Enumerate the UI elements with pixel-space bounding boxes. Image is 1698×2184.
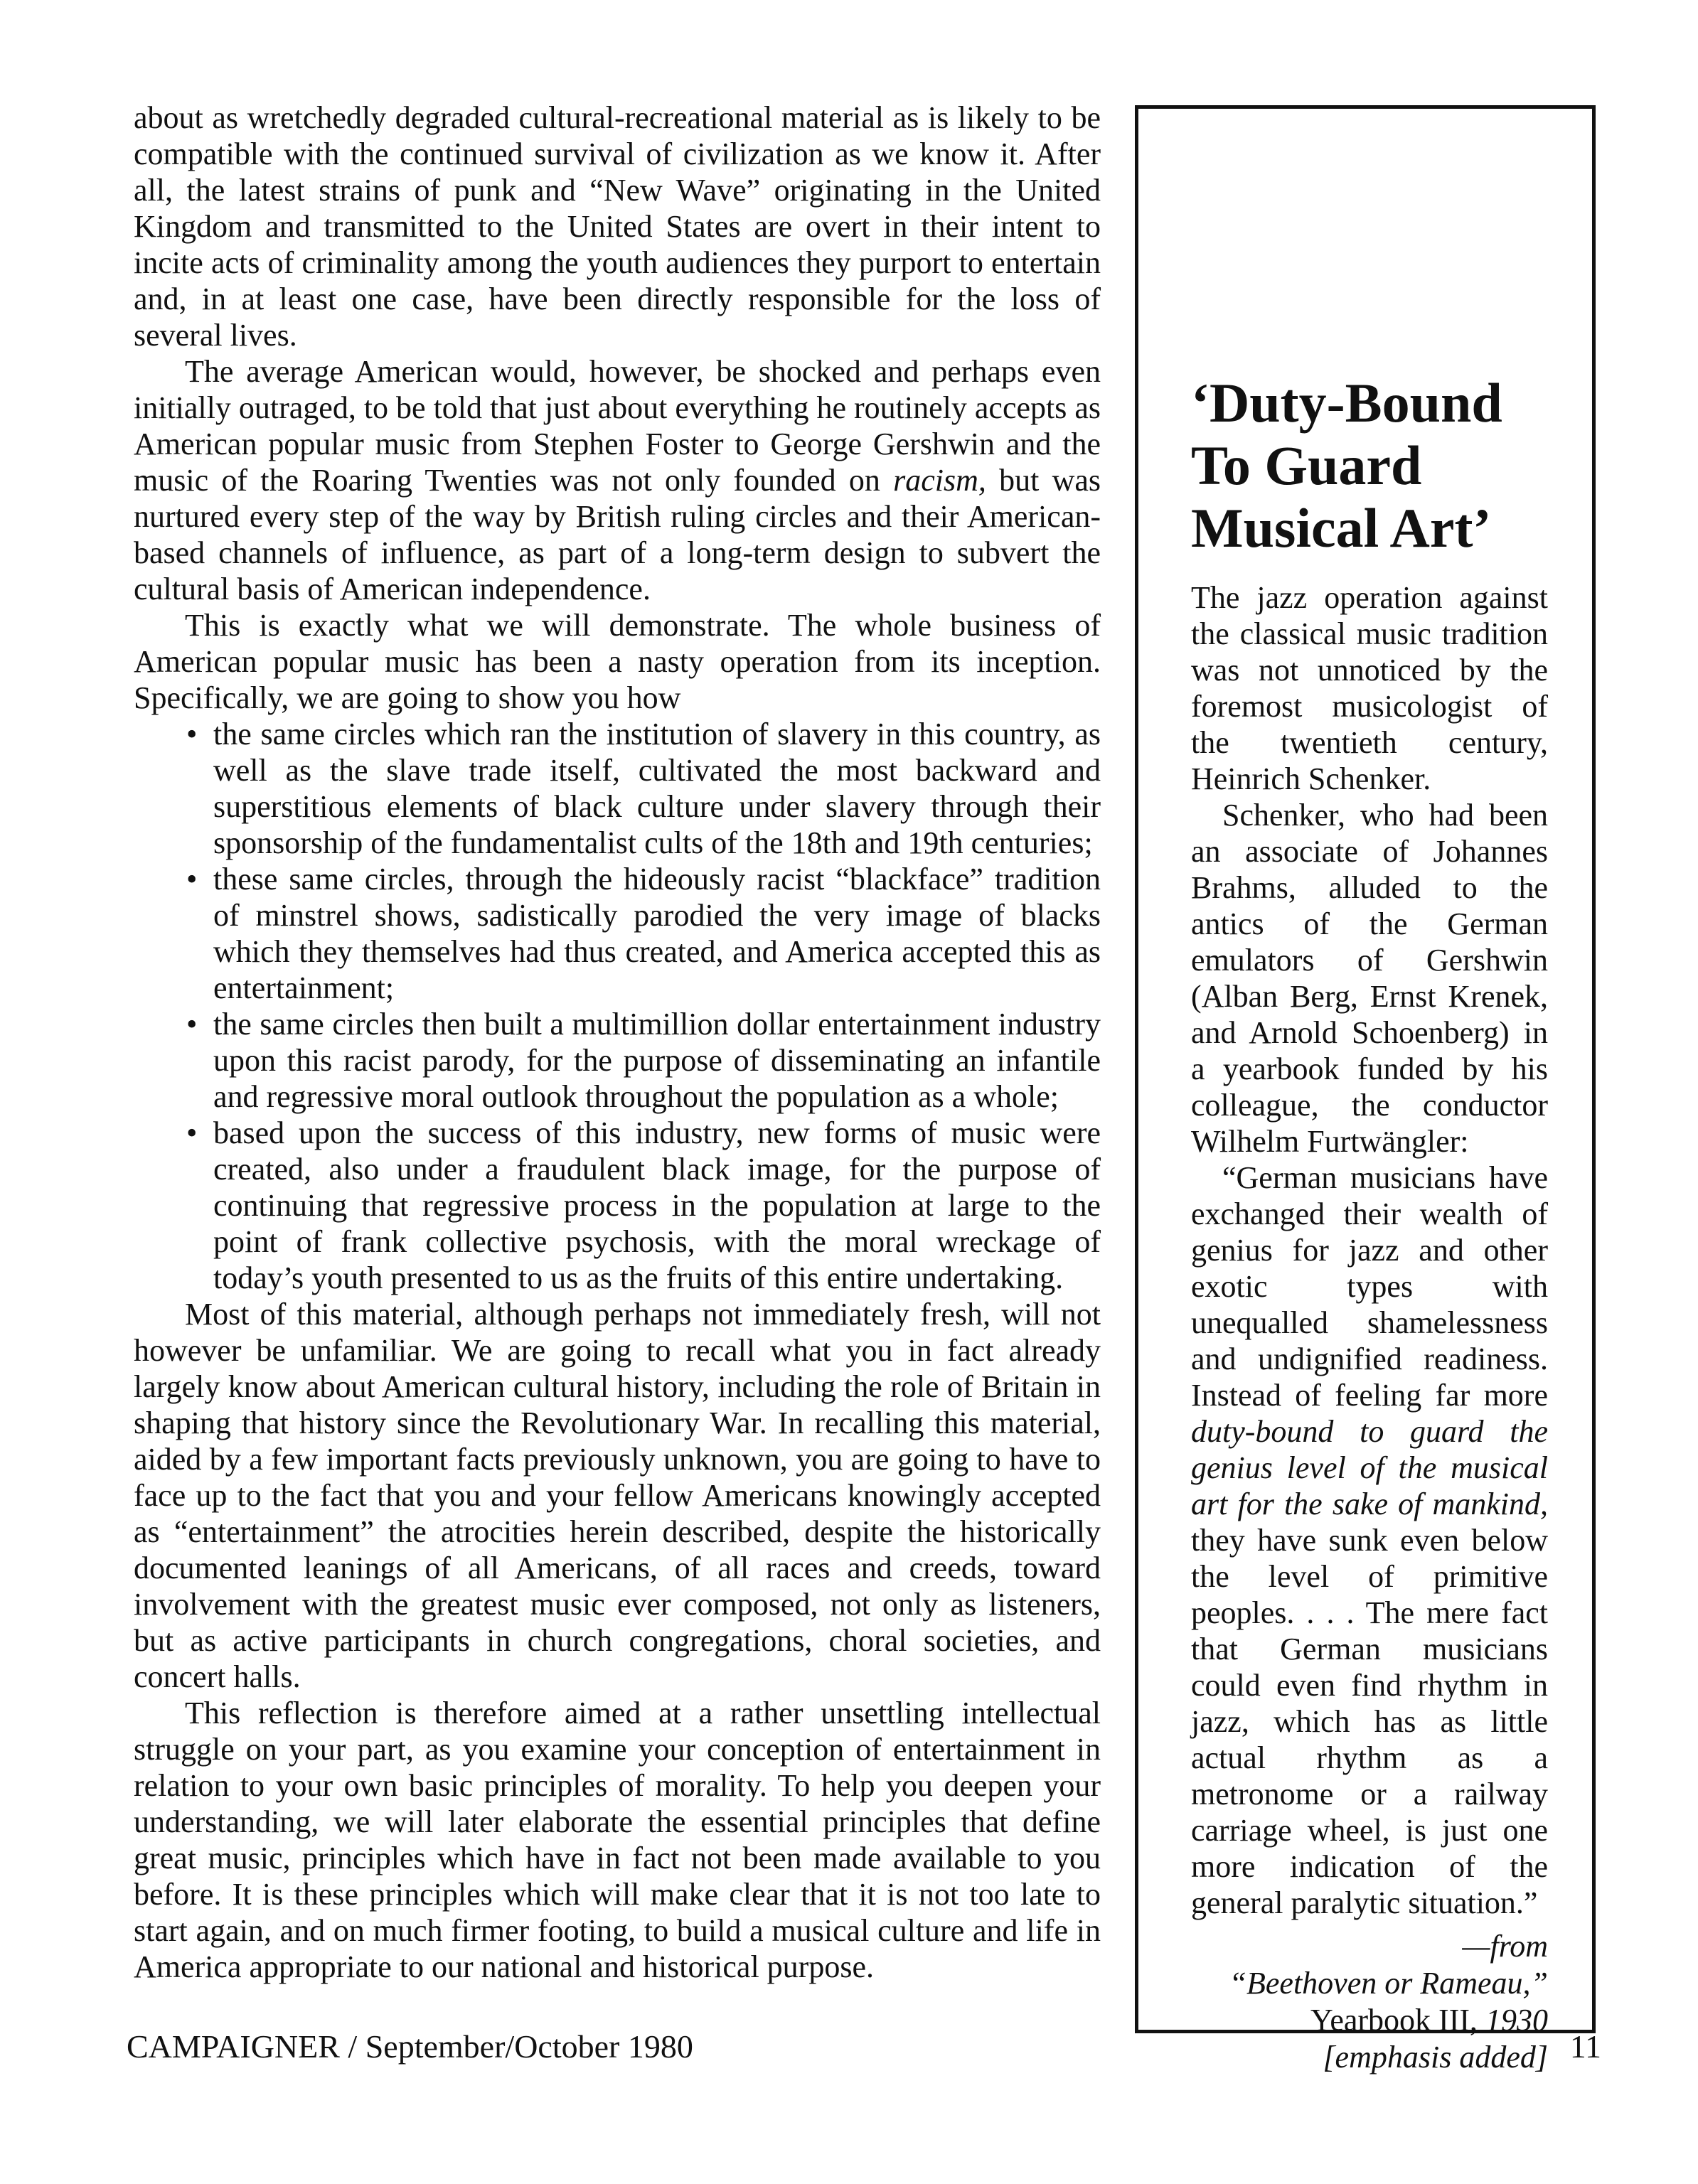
bullet-list xyxy=(134,716,1101,1296)
sidebar-quote xyxy=(1191,1160,1548,1921)
paragraph-4: Most of this material, although perhaps not immediately fresh, will not however be unfamiliar. We are going to recall what you in fact already largely know about American cultural history, including the role of Britain in shaping that history since the Revolutionary War. In recalling this material, aided by a few important facts previously unknown, you are going to have to face up to the fact that you and your fellow Americans knowingly accepted as “entertainment” the atrocities herein described, despite the historically documented leanings of all Americans, of all races and creeds, toward involvement with the greatest music ever composed, not only as listeners, but as active participants in church congregations, choral societies, and concert halls. xyxy=(134,1297,1101,1694)
attribution-emphasis-note: [emphasis added] xyxy=(1323,2040,1548,2075)
paragraph-1: about as wretchedly degraded cultural-recreational material as is likely to be compatible with the continued survival of civilization as we know it. After all, the latest strains of punk and “New Wave” originating in the United Kingdom and transmitted to the United States are overt in their intent to incite acts of criminality among the youth audiences they purport to entertain and, in at least one case, have been directly responsible for the loss of several lives. xyxy=(134,100,1101,353)
paragraph-2-text-b: but was nurtured every step of the way by British ruling circles and their American-based channels of influence, as part of a long-term design to subvert the cultural basis of American independence. xyxy=(134,463,1101,606)
article-body xyxy=(134,100,1101,1985)
sidebar-paragraph-2: Schenker, who had been an associate of Johannes Brahms, alluded to the antics of the German emulators of Gershwin (Alban Berg, Ernst Krenek, and Arnold Schoenberg) in a yearbook funded by his colleague, the conductor Wilhelm Furtwängler: xyxy=(1191,798,1548,1159)
quote-attribution xyxy=(1191,1928,1548,2076)
sidebar-title: ‘Duty-Bound To Guard Musical Art’ xyxy=(1191,372,1502,559)
sidebar-content xyxy=(1191,372,1548,2076)
quote-text-b: they have sunk even below the level of primitive peoples. . . . The mere fact that German musicians could even find rhythm in jazz, which has as little actual rhythm as a metronome or a railway carriage wheel, is just one more indication of the general paralytic situation.” xyxy=(1191,1523,1548,1920)
attribution-from: —from xyxy=(1462,1929,1548,1964)
attribution-year: 1930 xyxy=(1485,2003,1548,2038)
paragraph-2 xyxy=(134,353,1101,607)
page-number: 11 xyxy=(1569,2028,1601,2065)
bullet-item: • the same circles which ran the institution of slavery in this country, as well as the slave trade itself, cultivated the most backward and superstitious elements of black culture under slavery through their sponsorship of the fundamentalist cults of the 18th and 19th centuries; xyxy=(134,716,1101,861)
paragraph-2-text-a: The average American would, however, be shocked and perhaps even initially outraged, to be told that just about everything he routinely accepts as American popular music from Stephen Foster to George Gershwin and the music of the Roaring Twenties was not only founded on xyxy=(134,354,1101,498)
racism-emphasis: racism, xyxy=(893,463,986,498)
quote-emphasis: duty-bound to guard the genius level of the musical art for the sake of mankind, xyxy=(1191,1414,1548,1521)
attribution-yearbook: Yearbook III, xyxy=(1310,2003,1485,2038)
paragraph-3: This is exactly what we will demonstrate. The whole business of American popular music has been a nasty operation from its inception. Specifically, we are going to show you how xyxy=(134,608,1101,715)
paragraph-5: This reflection is therefore aimed at a rather unsettling intellectual struggle on your part, as you examine your conception of entertainment in relation to your own basic principles of morality. To help you deepen your understanding, we will later elaborate the essential principles that define great music, principles which have in fact not been made available to you before. It is these principles which will make clear that it is not too late to start again, and on much firmer footing, to build a musical culture and life in America appropriate to our national and historical purpose. xyxy=(134,1696,1101,1984)
quote-text-a: “German musicians have exchanged their wealth of genius for jazz and other exotic types with unequalled shamelessness and undignified readiness. Instead of feeling far more xyxy=(1191,1160,1548,1413)
bullet-item: • based upon the success of this industry, new forms of music were created, also under a fraudulent black image, for the purpose of continuing that regressive process in the population at large to the point of frank collective psychosis, with the moral wreckage of today’s youth presented to us as the fruits of this entire undertaking. xyxy=(134,1115,1101,1296)
bullet-item: • the same circles then built a multimillion dollar entertainment industry upon this racist parody, for the purpose of disseminating an infantile and regressive moral outlook throughout the population as a whole; xyxy=(134,1006,1101,1115)
sidebar-paragraph-1: The jazz operation against the classical music tradition was not unnoticed by the foremost musicologist of the twentieth century, Heinrich Schenker. xyxy=(1191,580,1548,796)
publication-line: CAMPAIGNER / September/October 1980 xyxy=(127,2028,693,2065)
bullet-item: • these same circles, through the hideously racist “blackface” tradition of minstrel shows, sadistically parodied the very image of blacks which they themselves had thus created, and America accepted this as entertainment; xyxy=(134,861,1101,1006)
attribution-title: “Beethoven or Rameau,” xyxy=(1229,1966,1548,2001)
